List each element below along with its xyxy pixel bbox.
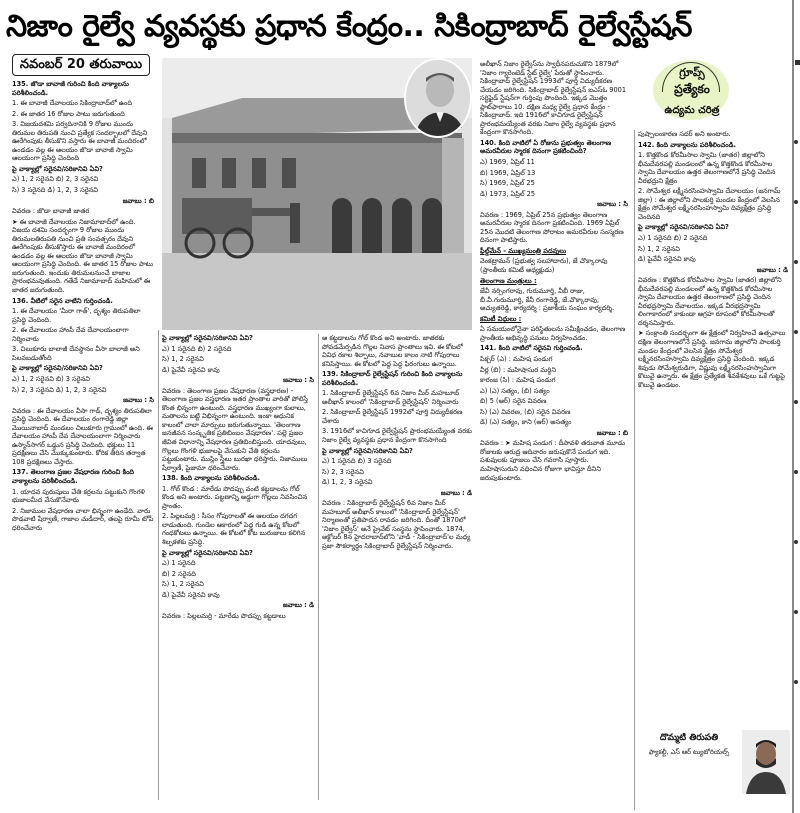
headline: నిజాం రైల్వే వ్యవస్థకు ప్రధాన కేంద్రం.. సికింద్రాబాద్ రైల్వేస్టేషన్ [6, 9, 692, 44]
column-divider [318, 334, 319, 800]
edge-bullet [794, 680, 798, 684]
edge-bullet [794, 470, 798, 474]
body-text: సి) 2, 3 సరైనవి [322, 467, 364, 476]
question-text: పై వాక్యాల్లో సరైనవి/సరికానివి ఏవి? [638, 223, 729, 232]
edge-bullet [794, 260, 798, 264]
body-text: కారంజ (సి) : మహిష పండుగ [480, 376, 556, 385]
body-text: సి) 1969, ఏప్రిల్ 25 [480, 179, 535, 188]
question-text: పై వాక్యాల్లో సరైనవి/సరికానివి ఏవి? [162, 548, 253, 557]
body-text: డి) పైవేవీ సరైనవి కావు [162, 365, 220, 374]
question-text: 141. కింది వాటిలో సరైనవి గుర్తించండి. [480, 344, 583, 353]
column-1 [12, 80, 154, 800]
body-text: 2. పిల్లలమర్రి : సీసం గోపురాలతో ఈ ఆలయం దగదగ లాడుతుంది. గుండెల ఆకారంలో పెద్ద గుడి ఉన్న కోటలో గంధకోటలు ఉన్నాయి. ఈ కోటలో కోట బురుజులు కలిగిన శిల్పకళకు ప్రసిద్ధి. [162, 512, 306, 547]
body-text: సి) 2, 3 సరైనవి డి) 1, 2, 3 సరైనవి [12, 385, 107, 394]
body-text: పుష్పాలంకారణ సదర్ అని అంటారు. [638, 130, 731, 138]
badge-title: గ్రూప్స్ [679, 66, 705, 79]
author-name: దొమ్మటి తిరుపతి [659, 733, 719, 743]
edge-bullet [794, 540, 798, 544]
question-text: 137. తెలంగాణ ప్రజల వేషధారణ గురించి కింది వాక్యాలను పరిశీలించండి. [12, 468, 135, 485]
body-text: డి) పైవేవీ సరైనవి కావు [162, 590, 220, 599]
body-text: 3. 1916లో కాచిగూడ రైల్వేస్టేషన్ ప్రారంభమయ్యేంత వరకు నిజాం రైల్వే వ్యవస్థకు ప్రధాన కేంద్రంగా కొనసాగింది [322, 427, 472, 445]
answer-line: జవాబు : సి [283, 376, 314, 385]
column-divider [158, 330, 159, 800]
author-avatar [742, 730, 790, 794]
body-text: వివరణ : ఈ దేవాలయం వీసా గాడ్, దృశ్యం తిరుపతిలా ప్రసిద్ధి చెందింది. ఈ దేవాలయం రంగారెడ్డి జిల్లా మొయినాబాద్ మండలం చిలుకూరు గ్రామంలో ఉంది. ఈ దేవాలయం హాంపీ దేవ దేవాలయంలాగా నిర్మించారు ఉస్మాన్‌సాగర్ ఒడ్డున ప్రసిద్ధి చెందింది. భక్తులు 11 ప్రదక్షిణలు చేసి మొక్కుకుంటారు. కోరిక తీరిన తర్వాత 108 ప్రదక్షిణలు చేస్తారు. [12, 406, 153, 466]
page-edge-mark [795, 60, 800, 65]
body-text: ఎ) (ఎ) సత్యం, (బి) సత్యం [480, 386, 550, 395]
body-text: వివరణ : తెలంగాణ ప్రజల వేషధారణ (వస్త్రధారణ) - తెలంగాణ ప్రజల వస్త్రధారణ ఇతర ప్రాంతాల వారితో పోలిస్తే కొంత భిన్నంగా ఉంటుంది. వస్త్రధారణ ముఖ్యంగా కులాలు, మతాలను బట్టి విభిన్నంగా ఉంటుంది. ఇంకా ఆధునిక కాలంలో చాలా మార్పులు జరుగుతున్నాయి. 'తెలంగాణ జనజీవన సంస్కృతిక ప్రతిబింబం వేషధారణ'. పల్లె ప్రజల జీవిత విధానాన్ని వేషధారణ ప్రతిబింబిస్తుంది. యాదవులు, గొల్లలు గొంగళి భుజాలపై వేసుకుని చేతి కర్రలను పట్టుకుంటారు. ముస్లిం స్త్రీలు బురఖా ధరిస్తారు. నిజాములు షేర్వాణీ, పైజామా ధరించేవారు. [162, 386, 308, 472]
page-edge-rule [792, 0, 794, 813]
body-text: డి) 1973, ఏప్రిల్ 25 [480, 189, 536, 198]
body-text: ఆ కట్టడాలను గోల్ కొండ అని అంటారు. జాతరకు పోవడమేర్పడిన గొల్లల నివాస ప్రాంతాలు ఇవి. ఈ కోటలో వివిధ రకాల శిల్పాలు, నవాబుల కాలం నాటి గోపురాలు కనిపిస్తాయి. ఈ కోటలో పెద్ద పెద్ద ఫిరంగులు ఉన్నాయి. [322, 334, 463, 368]
answer-line: జవాబు : డి [282, 601, 314, 610]
body-text: సి) 1, 2 సరైనవి [162, 355, 204, 364]
body-text: సి) 3 సరైనది డి) 1, 2, 3 సరైనవి [12, 186, 98, 195]
body-text: ఎ) 1 సరైనది బి) 2 సరైనది [162, 344, 232, 353]
body-text: అలీఖాన్ నిజాం రైల్వేస్‌ను స్వాధీనపరుచుకొని 1879లో 'నిజాం గ్యారెంటెడ్ స్టేట్ రైల్వే' పేరుతో స్థాపించారు. సికింద్రాబాద్ రైల్వేస్టేషన్ 1993లో పూర్తి విద్యుదీకరణ చేయడం జరిగింది. సికింద్రాబాద్ రైల్వేస్టేషన్ ఐఎస్‌ఓ 9001 సర్టిఫైడ్ స్టేషన్‌గా గుర్తింపు పొందింది. ఇక్కడ మొత్తం ప్లాట్‌ఫారాలు 10. దక్షిణ మధ్య రైల్వే ప్రధాన కేంద్రం - సికింద్రాబాద్. ఇది 1916లో కాచిగూడ రైల్వేస్టేషన్ ప్రారంభమయ్యేంత వరకు నిజాం రైల్వే వ్యవస్థకు ప్రధాన కేంద్రంగా కొనసాగింది. [480, 60, 627, 137]
body-text: జేవీ నర్సింగరావు, గురుమూర్తి, వీబీ రాజు, బీ.వీ.గురుమూర్తి, కేవీ రంగారెడ్డి, జే.చొక్కారావు, అచ్యుతరెడ్డి, కార్యదర్శి : ప్రజాకీయ సంఘం కార్యదర్శి. [480, 287, 615, 313]
edge-bullet [794, 400, 798, 404]
body-text: ఎ) 1, 2 సరైనవి బి) 3 సరైనవి [12, 374, 90, 383]
body-text: బి) 1969, ఏప్రిల్ 13 [480, 168, 536, 177]
body-text: ➤ ఈ బావాజీ దేవాలయం నిజామాబాద్‌లో ఉంది. విజయ దశమి సందర్భంగా 9 రోజుల ముందు తిరుమలతిరుపతి నుంచి ప్రతి సంవత్సరం దేవుని ఊరేగింపుకు తీసుకొస్తారు ఈ బావాజీ మందిరంలో ఉండడం వల్ల ఈ ఆలయం జొడా బావాజీ స్వామి ఆలయంగా ప్రసిద్ధి చెందింది. ఈ జాతర 15 రోజుల పాటు జరుగుతుంది. ఇందుకు తిరుమలనుంచే బాజాల ప్రారంభమవుతుంది. గతేడే నిజామాబాద్ మహిమలో ఈ జాతర జరుగుతుంది. [12, 217, 153, 295]
body-text: సి) 1, 2 సరైనవి [638, 244, 680, 253]
answer-line: జవాబు : సి [123, 396, 154, 405]
question-text: పై వాక్యాల్లో సరైనవి/సరికానివి ఏవి? [162, 334, 253, 342]
edge-bullet [794, 200, 798, 204]
body-text: ఎ) 1 సరైనది [162, 559, 196, 568]
body-text: వివరణ : సికింద్రాబాద్ రైల్వేస్టేషన్ 6వ నిజాం మీర్ మహబూబ్ అలీఖాన్ కాలంలో 'సికింద్రాబాద్ రైల్వేస్టేషన్' నిర్మాణంతో ప్రతిపాదన రావడం జరిగింది. దీంతో 1870లో 'నిజాం రైల్వేస్' అనే ప్రైవేట్ సంస్థను స్థాపించారు. 1874, అక్టోబర్ 8న హైదరాబాద్‌లోని 'వాడీ - సికింద్రాబాద్'ల మధ్య ప్రజా సౌకర్యార్థం సికింద్రాబాద్ రైల్వేస్టేషన్ నిర్మించారు. [322, 499, 471, 551]
column-2 [162, 334, 314, 800]
column-5 [638, 130, 788, 810]
question-text: పై వాక్యాల్లో సరైనవి/సరికానివి ఏవి? [12, 164, 103, 173]
body-text: 2. ఈ జాతర 16 రోజుల పాటు జరుగుతుంది [12, 109, 125, 118]
body-text: ➤ సంక్రాంతి సందర్భంగా ఈ క్షేత్రంలో నిర్వహించే ఉత్సవాలు దక్షిణ తెలంగాణలోనే ప్రసిద్ధి. జనగామ జిల్లాలోని పాలకుర్తి మండల కేంద్రంలో వెలసిన క్షేత్రం సోమేశ్వర లక్ష్మీనరసింహస్వామి దివ్యక్షేత్రం ప్రసిద్ధి చెందింది. ఇక్కడ శివుడు సోమేశ్వరుడిగా, విష్ణువు లక్ష్మీనరసింహస్వామిగా కొలువై ఉన్నారు. ఈ క్షేత్రం ప్రత్యేకత శివకేశవులు ఒకే గుట్టపై కొలువై ఉండటం. [638, 329, 786, 389]
badge-section: ఉద్యమ చరిత్ర [664, 105, 720, 116]
body-text: 2. సికింద్రాబాద్ రైల్వేస్టేషన్ 1992లో పూర్తి విద్యుదీకరణ చేశారు [322, 408, 463, 425]
column-4 [480, 60, 628, 800]
body-text: 1. గోల్ కొండ : మారేడు పొదప్పు వంటి కట్టడాలను గోల్ కొండ అని అంటారు. పట్టణాన్ని అడ్డుగా గొల్లలు నివసించిన ప్రాంతం. [162, 484, 308, 510]
body-text: 3. చిలుకూరు బాలాజీ దేవస్థానం వీసా బాలాజీ అని పిలవబడుతోంది [12, 345, 140, 362]
body-text: ఎ) 1 సరైనది బి) 3 సరైనది [322, 457, 392, 466]
body-text: బి) 2 సరైనది [162, 569, 196, 578]
nizam-portrait [404, 58, 472, 138]
body-text: ఎ) 1 సరైనది బి) 2 సరైనది [638, 234, 708, 243]
body-text: వెంకట్రామన్ (ప్రభుత్వ సలహాదారు), జే చొక్కారావు (ప్రాంతీయ కమిటీ అధ్యక్షుడు) [480, 257, 608, 275]
question-text: 140. కింది వాటిలో ఏ రోజును ప్రభుత్వం తెలంగాణ అమరవీరుల స్మారక దినంగా ప్రకటించింది? [480, 138, 612, 156]
body-text: 1. సికింద్రాబాద్ రైల్వేస్టేషన్ 6వ నిజాం మీర్ మహబూబ్ అలీఖాన్ కాలంలో 'సికింద్రాబాద్ రైల్వేస్టేషన్' నిర్మించారు [322, 389, 460, 406]
question-text: 139. సికింద్రాబాద్ రైల్వేస్టేషన్ గురించి కింది వాక్యాలను పరిశీలించండి. [322, 370, 463, 387]
body-text: వివరణ : ➤ మహిష పండుగ : దీపావళి తరువాత మూడు రోజులకు ఆరుద్ర ఆదివారం జరుపుకొనే పండుగ ఇది. పశువులకు పూజలు చేసి గవరాసి పూస్తారు. మహిషాసురుని వధించిన రోజుగా భావిస్తూ దీనిని జరుపుకుంటారు. [480, 439, 626, 482]
body-text: 2. ఈ దేవాలయం హాంపీ దేవ దేవాలయంలాగా నిర్మించారు [12, 326, 129, 343]
body-text: సి) (ఎ) వివరణ, (బి) సరైన వివరణ [480, 407, 571, 416]
body-text: వివరణ : జొడా బావాజీ జాతర [12, 207, 90, 216]
body-text: వివరణ : పిల్లలమర్రి - మారేడు పొదప్పు కట్టడాలు [162, 611, 286, 620]
body-text: ఎ) 1, 2 సరైనవి బి) 2, 3 సరైనవి [12, 175, 99, 184]
subheading: తెలంగాణ మంత్రులు : [480, 276, 537, 285]
edge-bullet [794, 610, 798, 614]
edge-bullet [794, 140, 798, 144]
body-text: ఎ) 1969, ఏప్రిల్ 11 [480, 158, 535, 167]
answer-line: జవాబు : డి [440, 488, 472, 497]
body-text: 1. ఈ బావాజీ దేవాలయం సికింద్రాబాద్‌లో ఉంది [12, 99, 133, 108]
body-text: వీర్ల (బి) : మహిషాసుర మర్దిని [480, 365, 556, 374]
body-text: డి) 1, 2, 3 సరైనవి [322, 478, 373, 487]
question-text: 135. జొడా బావాజీ గురించి కింది వాక్యాలను పరిశీలించండి. [12, 80, 129, 97]
body-text: 1. కొత్తకొండ కోరమీసాల స్వామి (జాతర) జిల్లాలోని భీమదేవరపల్లి మండలంలో ఉన్న కొత్తకొండ కోరమీసాల స్వామి దేవాలయం ఉత్తర తెలంగాణలోనే ప్రసిద్ధి చెందిన వీరభద్రుని క్షేత్రం [638, 151, 776, 185]
answer-line: జవాబు : సి [597, 200, 628, 209]
author-photo [742, 730, 790, 794]
body-text: వివరణ : కొత్తకొండ కోరమీసాల స్వామి (జాతర) జిల్లాలోని భీమదేవరపల్లి మండలంలో ఉన్న కొత్తకొండ కోరమీసాల స్వామి దేవాలయం ఉత్తర తెలంగాణలో ప్రసిద్ధి చెందిన వీరభద్రస్వామి దేవాలయం. ఇక్కడ వీరభద్రస్వామి లింగాకారంలో కాకుండా ఆగ్రహ రూపంలో కోరమీసాలతో దర్శనమిస్తారు. [638, 276, 782, 327]
body-text: 2. నిజాముల వేషధారణ చాలా భిన్నంగా ఉండేది. వారు పొడవాటి షేర్వాణీ, గాజాల చుడీదార్, తలపై రూమీ టోపీ ధరించేవారు [12, 506, 154, 532]
column-3 [322, 334, 472, 800]
question-text: 136. వీటిలో సరైన వాటిని గుర్తించండి. [12, 296, 113, 305]
body-text: పిక్చర్ (ఎ) : మహిష పండుగ [480, 354, 553, 363]
answer-line: జవాబు : డి [756, 265, 788, 274]
date-label: నవంబర్ 20 తరువాయి [12, 54, 150, 76]
body-text: డి) పైవేవీ సరైనవి కావు [638, 255, 696, 264]
body-text: ఏ సమయంలోనైనా పరిస్థితులను సమీక్షించడం, తెలంగాణ ప్రాంతీయ అభివృద్ధి పనులు నిర్వహించడం. [480, 325, 626, 342]
author-designation: ఫ్యాకల్టీ, ఎస్ ఆర్ ట్యుటోరియల్స్ [648, 748, 730, 756]
subheading: ఫీల్డ్‌మేన్ - ముఖ్యమంత్రి పదవులు [480, 246, 567, 255]
question-text: 138. కింది వాక్యాలను పరిశీలించండి. [162, 474, 260, 483]
subheading: కమిటీ విధులు : [480, 314, 522, 323]
question-text: 142. కింది వాక్యాలను పరిశీలించండి. [638, 140, 736, 149]
body-text: 2. సోమేశ్వర లక్ష్మీనరసింహస్వామి దేవాలయం (జనగామ్ జిల్లా) : ఈ జిల్లాలోని పాలకుర్తి మండల కేంద్రంలో వెలసిన క్షేత్రం సోమేశ్వర లక్ష్మీనరసింహస్వామి దివ్యక్షేత్రం ప్రసిద్ధి చెందినది [638, 187, 781, 221]
badge-subtitle: ప్రత్యేకం [674, 82, 710, 96]
question-text: పై వాక్యాల్లో సరైనవి/సరికానివి ఏవి? [322, 446, 413, 455]
question-text: పై వాక్యాల్లో సరైనవి/సరికానివి ఏవి? [12, 364, 103, 373]
body-text: సి) 1, 2 సరైనవి [162, 580, 204, 589]
body-text: 3. విజయదశమి పర్వదినానికి 9 రోజుల ముందు తిరుమల తిరుపతి నుంచి ప్రత్యేక సందర్భాలలో దేవుని ఊరేగింపుకు తీసుకొని వస్తారు ఈ బావాజీ మందిరంలో ఉండడం వల్ల ఈ ఆలయం జొడా బావాజీ స్వామి ఆలయంగా ప్రసిద్ధి చెందింది [12, 120, 148, 163]
body-text: వివరణ : 1969, ఏప్రిల్ 25న ప్రభుత్వం తెలంగాణ అమరవీరుల స్మారక దినంగా ప్రకటించింది. 1969 ఏప్రిల్ 25న మొదటి తెలంగాణ పోరాటం అమరవీరుల సంస్మరణ దినంగా పాటిస్తారు. [480, 210, 624, 245]
column-divider [634, 130, 635, 810]
body-text: 1. ఈ దేవాలయం 'మీరా గాత్', దృశ్యం తిరుపతిలా ప్రసిద్ధి చెందింది. [12, 307, 141, 324]
body-text: బి) 5 (ఆర్) సరైన వివరణ [480, 397, 547, 406]
answer-line: జవాబు : బి [122, 196, 154, 205]
body-text: 1. యాదవ పురుషులు చేతి కర్రలను పట్టుకుని గొంగళి భుజాలమీద వేసుకొనేవారు [12, 487, 145, 505]
answer-line: జవాబు : బి [596, 428, 628, 437]
body-text: డి) (ఎ) సత్యం, కాని (ఆర్) అసత్యం [480, 418, 572, 427]
edge-bullet [794, 330, 798, 334]
